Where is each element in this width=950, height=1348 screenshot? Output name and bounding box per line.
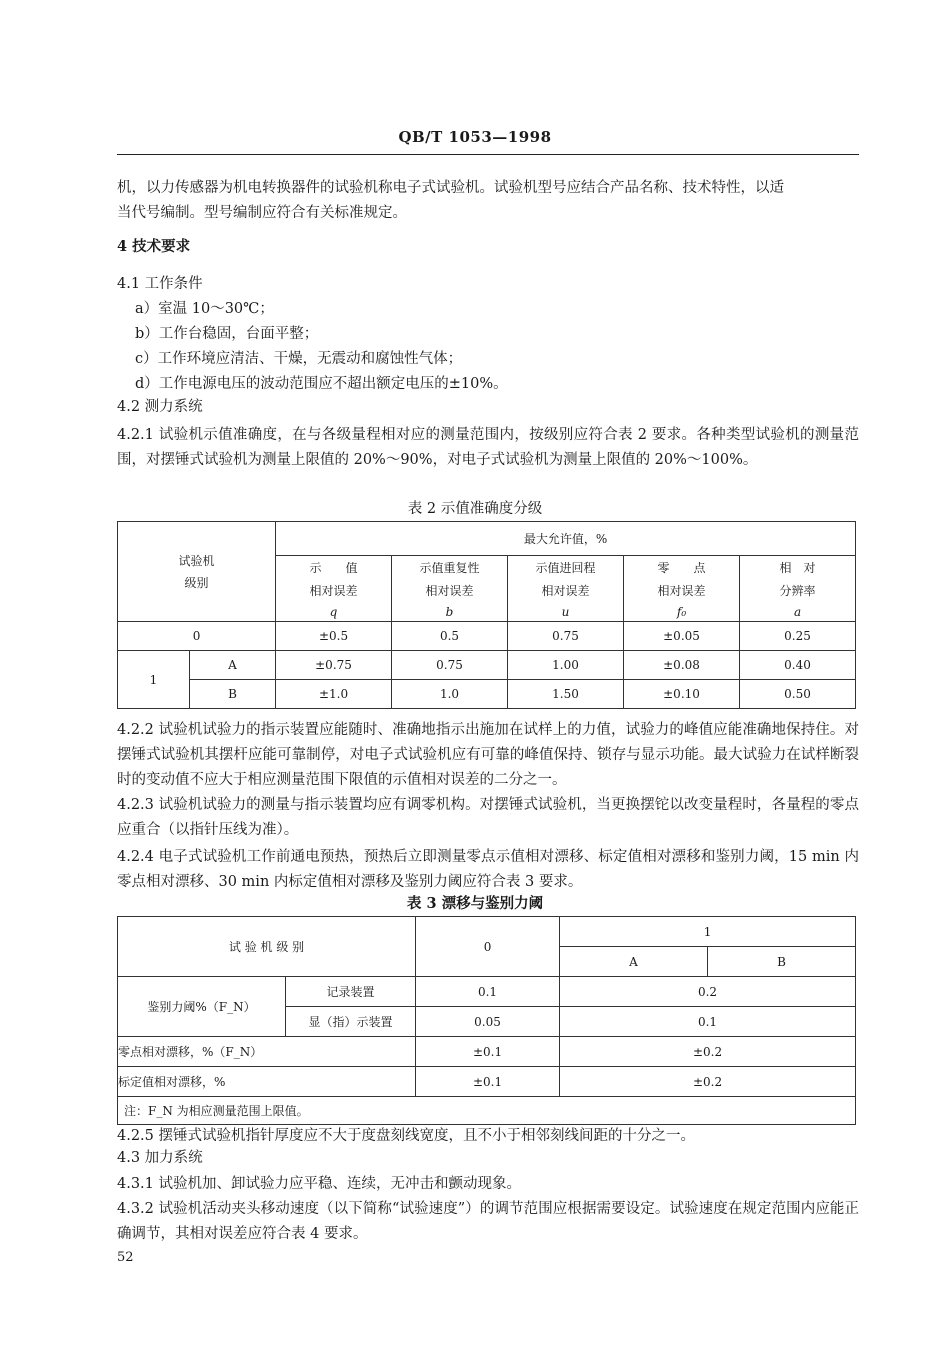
calibration-drift-label: 标定值相对漂移，% — [118, 1067, 416, 1097]
condition-d: d）工作电源电压的波动范围应不超出额定电压的±10%。 — [135, 376, 508, 392]
threshold-label: 鉴别力阈%（F_N） — [118, 977, 286, 1037]
section-4-2-heading: 4.2 测力系统 — [117, 399, 203, 415]
condition-c: c）工作环境应清洁、干燥，无震动和腐蚀性气体； — [135, 351, 463, 367]
table-row: 零点相对漂移，%（F_N） ±0.1 ±0.2 — [118, 1037, 856, 1067]
grade-label: 试 验 机 级 别 — [118, 917, 416, 977]
clause-4-3-1: 4.3.1 试验机加、卸试验力应平稳、连续，无冲击和颤动现象。 — [117, 1176, 522, 1192]
condition-a: a）室温 10～30℃； — [135, 301, 274, 317]
table-2 — [117, 521, 856, 709]
grade-0-header: 0 — [416, 917, 560, 977]
table-row: 标定值相对漂移，% ±0.1 ±0.2 — [118, 1067, 856, 1097]
intro-line-2: 当代号编制。型号编制应符合有关标准规定。 — [117, 205, 407, 221]
section-4-3-heading: 4.3 加力系统 — [117, 1150, 203, 1166]
table-row: B ±1.0 1.0 1.50 ±0.10 0.50 — [118, 680, 856, 709]
page-header: QB/T 1053—1998 — [398, 128, 552, 146]
section-4-heading: 4 技术要求 — [117, 238, 191, 255]
condition-b: b）工作台稳固，台面平整； — [135, 326, 319, 342]
column-header: 相 对 分辨率 a — [740, 556, 856, 622]
intro-line-1: 机，以力传感器为机电转换器件的试验机称电子式试验机。试验机型号应结合产品名称、技术特性，以适 — [117, 180, 784, 196]
max-allowed-header: 最大允许值，% — [276, 522, 856, 556]
display-device-label: 显（指）示装置 — [286, 1007, 416, 1037]
zero-drift-label: 零点相对漂移，%（F_N） — [118, 1037, 416, 1067]
table-3 — [117, 916, 856, 1125]
table-row: 1 A ±0.75 0.75 1.00 ±0.08 0.40 — [118, 651, 856, 680]
table-3-caption: 表 3 漂移与鉴别力阈 — [406, 895, 544, 912]
column-header: 零 点 相对误差 f₀ — [624, 556, 740, 622]
table-row: 显（指）示装置 0.05 0.1 — [118, 1007, 856, 1037]
column-header: 示值重复性 相对误差 b — [392, 556, 508, 622]
grade-1b-header: B — [708, 947, 856, 977]
table-row: 0 ±0.5 0.5 0.75 ±0.05 0.25 — [118, 622, 856, 651]
grade-1a-header: A — [560, 947, 708, 977]
table-3-note: 注：F_N 为相应测量范围上限值。 — [118, 1097, 856, 1125]
grade-1-header: 1 — [560, 917, 856, 947]
column-header: 示值进回程 相对误差 u — [508, 556, 624, 622]
clause-4-2-2: 4.2.2 试验机试验力的指示装置应能随时、准确地指示出施加在试样上的力值，试验力的峰值应能准确地保持住。对摆锤式试验机其摆杆应能可靠制停，对电子式试验机应有可靠的峰值保持、锁存与显示功能。最大试验力在试样断裂时的变动值不应大于相应测量范围下限值的示值相对误差的二分之一。 — [117, 722, 859, 788]
header-rule — [117, 154, 859, 155]
clause-4-2-5: 4.2.5 摆锤式试验机指针厚度应不大于度盘刻线宽度，且不小于相邻刻线间距的十分之一。 — [117, 1128, 695, 1144]
table-2-caption: 表 2 示值准确度分级 — [407, 501, 543, 517]
clause-4-2-4: 4.2.4 电子式试验机工作前通电预热，预热后立即测量零点示值相对漂移、标定值相对漂移和鉴别力阈，15 min 内零点相对漂移、30 min 内标定值相对漂移及鉴别力阈应符合表 3 要求。 — [117, 849, 859, 890]
clause-4-2-1: 4.2.1 试验机示值准确度，在与各级量程相对应的测量范围内，按级别应符合表 2 要求。各种类型试验机的测量范围，对摆锤式试验机为测量上限值的 20%～90%，对电子式试验机为测量上限值的 20%～100%。 — [117, 427, 859, 468]
clause-4-3-2: 4.3.2 试验机活动夹头移动速度（以下简称“试验速度”）的调节范围应根据需要设定。试验速度在规定范围内应能正确调节，其相对误差应符合表 4 要求。 — [117, 1201, 859, 1242]
column-header: 示 值 相对误差 q — [276, 556, 392, 622]
grade-header: 试验机 级别 — [118, 522, 276, 622]
intro-paragraph — [117, 176, 859, 226]
section-4-1-heading: 4.1 工作条件 — [117, 276, 203, 292]
record-device-label: 记录装置 — [286, 977, 416, 1007]
table-row: 鉴别力阈%（F_N） 记录装置 0.1 0.2 — [118, 977, 856, 1007]
clause-4-2-3: 4.2.3 试验机试验力的测量与指示装置均应有调零机构。对摆锤式试验机，当更换摆铊以改变量程时，各量程的零点应重合（以指针压线为准）。 — [117, 797, 859, 838]
page-number: 52 — [117, 1250, 134, 1265]
